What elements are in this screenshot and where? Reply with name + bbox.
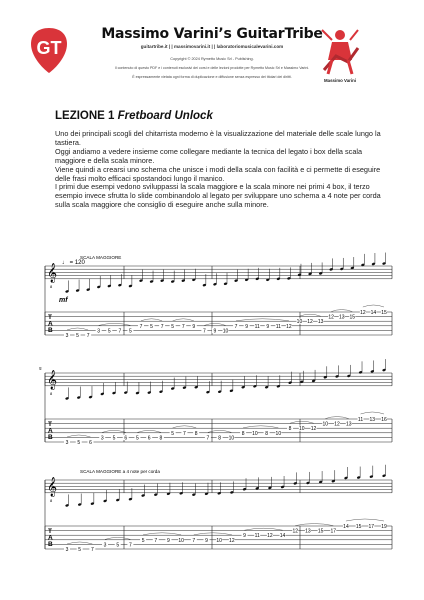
tab-fret-number: 13 bbox=[338, 314, 345, 321]
legato-slur bbox=[361, 412, 384, 414]
legato-slur bbox=[67, 435, 90, 437]
tab-fret-number: 7 bbox=[129, 542, 132, 549]
legato-slur bbox=[363, 305, 384, 307]
tab-clef-letter: B bbox=[48, 327, 53, 334]
tab-fret-number: 5 bbox=[171, 323, 175, 330]
tab-fret-number: 12 bbox=[360, 310, 366, 316]
tab-fret-number: 5 bbox=[136, 435, 139, 442]
legato-slur bbox=[208, 430, 231, 432]
lesson-paragraph: Oggi andiamo a vedere insieme come collegare mediante la tecnica del legato i box della scala maggiore e della scala minore. bbox=[55, 146, 363, 165]
tab-fret-number: 7 bbox=[192, 537, 196, 544]
tab-clef-letter: A bbox=[48, 427, 53, 435]
legato-slur bbox=[243, 426, 278, 428]
tab-fret-number: 7 bbox=[160, 323, 164, 330]
system-label: SCALA MAGGIORE bbox=[80, 255, 122, 260]
legal-notice-line1: Il contenuto di questo PDF e i contenuti esclusivi dei corsi e delle lezioni prodotte per Rymetto Music Srl e Massimo Varini. bbox=[114, 66, 310, 70]
tab-clef-letter: B bbox=[48, 541, 53, 548]
lesson-paragraph: Uno dei principali scogli del chitarrista moderno è la visualizzazione del materiale delle scale lungo la tastiera. bbox=[55, 129, 381, 147]
tab-fret-number: 13 bbox=[369, 417, 376, 423]
tab-fret-number: 11 bbox=[357, 417, 364, 423]
tab-fret-number: 5 bbox=[150, 323, 153, 330]
tab-fret-number: 15 bbox=[317, 528, 324, 535]
tab-fret-number: 3 bbox=[65, 547, 69, 553]
tab-fret-number: 6 bbox=[89, 440, 92, 446]
legato-slur bbox=[141, 319, 162, 321]
tab-clef-letter: A bbox=[48, 534, 53, 542]
tab-fret-number: 7 bbox=[202, 328, 206, 335]
tab-fret-number: 7 bbox=[234, 323, 238, 330]
legato-slur bbox=[299, 314, 320, 316]
legato-slur bbox=[346, 519, 384, 521]
tab-fret-number: 15 bbox=[381, 310, 387, 316]
tab-fret-number: 9 bbox=[167, 537, 170, 544]
treble-clef-icon: 𝄞 bbox=[47, 477, 58, 496]
tab-fret-number: 11 bbox=[275, 323, 281, 330]
tab-clef-letter: B bbox=[48, 434, 53, 441]
tab-fret-number: 12 bbox=[286, 323, 292, 330]
tab-fret-number: 3 bbox=[103, 542, 107, 549]
tab-clef-letter: T bbox=[48, 421, 52, 428]
tab-fret-number: 9 bbox=[192, 323, 196, 330]
tab-fret-number: 5 bbox=[112, 435, 116, 442]
tab-fret-number: 9 bbox=[266, 323, 270, 330]
tab-fret-number: 7 bbox=[181, 323, 185, 330]
tab-fret-number: 3 bbox=[100, 435, 104, 442]
tab-fret-number: 5 bbox=[171, 430, 175, 437]
legato-slur bbox=[99, 323, 131, 325]
treble-clef-icon: 𝄞 bbox=[47, 263, 58, 282]
legato-slur bbox=[295, 524, 333, 526]
tab-fret-number: 10 bbox=[296, 319, 303, 326]
legato-slur bbox=[290, 421, 313, 423]
tab-fret-number: 11 bbox=[254, 323, 260, 330]
system-label: SCALA MAGGIORE a 4 note per corda bbox=[80, 469, 160, 474]
tab-fret-number: 10 bbox=[178, 537, 184, 544]
legato-slur bbox=[245, 528, 283, 530]
legato-slur bbox=[105, 537, 130, 539]
tab-fret-number: 9 bbox=[213, 328, 217, 335]
tab-fret-number: 3 bbox=[65, 333, 69, 339]
tab-fret-number: 15 bbox=[349, 314, 356, 321]
lesson-paragraph: I primi due esempi vedono sviluppassi la scala maggiore e la scala minore nei primi 4 box, il terzo esempio invece sfrutta lo slide combinandolo al legato per sviluppare uno schema a 4 note per corda sulla scala maggiore che consiglio di eseguire anche sulla minore. bbox=[55, 182, 381, 210]
legato-slur bbox=[137, 430, 160, 432]
tab-fret-number: 10 bbox=[299, 426, 305, 433]
tab-fret-number: 10 bbox=[322, 421, 329, 428]
tab-fret-number: 8 bbox=[265, 430, 268, 437]
lesson-number: LEZIONE 1 bbox=[55, 110, 115, 122]
clef-octave-number: 8 bbox=[50, 284, 53, 289]
tab-fret-number: 5 bbox=[77, 440, 81, 446]
tab-fret-number: 3 bbox=[97, 328, 101, 335]
legato-slur bbox=[204, 323, 225, 325]
legal-notice-line2: È espressamente vietata ogni forma di duplicazione e diffusione senza espresso dei titolari dei diritti. bbox=[132, 75, 292, 79]
tab-fret-number: 12 bbox=[292, 528, 299, 535]
tab-fret-number: 14 bbox=[370, 310, 377, 316]
tab-fret-number: 19 bbox=[381, 524, 387, 530]
tab-fret-number: 7 bbox=[206, 435, 210, 442]
tab-fret-number: 8 bbox=[241, 430, 245, 437]
brand-links: guitartribe.it | | massimovarini.it | | laboratoriomusicalevarini.com bbox=[140, 44, 284, 49]
tab-fret-number: 13 bbox=[317, 319, 324, 326]
legato-slur bbox=[194, 533, 232, 535]
tab-fret-number: 9 bbox=[245, 323, 249, 330]
tab-fret-number: 14 bbox=[343, 524, 349, 530]
tab-fret-number: 15 bbox=[355, 524, 362, 530]
brand-title: Massimo Varini’s GuitarTribe bbox=[101, 26, 323, 42]
tab-fret-number: 16 bbox=[381, 417, 387, 423]
tab-fret-number: 7 bbox=[183, 430, 186, 437]
copyright-notice: Copyright © 2024 Rymetto Music Srl - Publishing. bbox=[170, 57, 254, 61]
avatar-label: Massimo Varini bbox=[324, 78, 356, 83]
tab-fret-number: 6 bbox=[147, 435, 151, 442]
tab-fret-number: 17 bbox=[368, 524, 375, 530]
legato-slur bbox=[325, 417, 348, 419]
tab-fret-number: 5 bbox=[116, 542, 120, 549]
lesson-subtitle: Fretboard Unlock bbox=[117, 110, 213, 122]
svg-text:GT: GT bbox=[36, 38, 62, 58]
lesson-paragraph: Viene quindi a crearsi uno schema che unisce i modi della scala con facilità e ci permette di eseguire delle frasi molto efficaci spostandoci lungo il manico. bbox=[55, 164, 381, 183]
legato-slur bbox=[173, 319, 194, 321]
clef-octave-number: 8 bbox=[50, 498, 53, 503]
tab-fret-number: 8 bbox=[218, 435, 222, 442]
tab-fret-number: 14 bbox=[279, 533, 286, 540]
legato-slur bbox=[102, 430, 125, 432]
tab-fret-number: 12 bbox=[229, 537, 235, 544]
tab-fret-number: 13 bbox=[345, 421, 352, 428]
legato-slur bbox=[67, 328, 88, 330]
tab-fret-number: 3 bbox=[65, 440, 69, 446]
tab-fret-number: 12 bbox=[328, 314, 334, 321]
clef-octave-number: 8 bbox=[50, 391, 53, 396]
tab-fret-number: 8 bbox=[159, 435, 163, 442]
legato-slur bbox=[67, 542, 92, 544]
tab-fret-number: 12 bbox=[334, 421, 340, 428]
tab-fret-number: 5 bbox=[76, 333, 79, 339]
tab-clef-letter: T bbox=[48, 528, 52, 535]
tab-clef-letter: T bbox=[48, 314, 52, 321]
tab-fret-number: 10 bbox=[252, 430, 258, 437]
tab-fret-number: 7 bbox=[118, 328, 122, 335]
tab-fret-number: 7 bbox=[154, 537, 158, 544]
tab-fret-number: 12 bbox=[307, 319, 313, 326]
tab-fret-number: 6 bbox=[124, 435, 128, 442]
tab-fret-number: 8 bbox=[194, 430, 198, 437]
tab-fret-number: 5 bbox=[78, 547, 82, 553]
tab-fret-number: 5 bbox=[129, 328, 132, 335]
tab-fret-number: 5 bbox=[141, 537, 145, 544]
tab-fret-number: 10 bbox=[216, 537, 222, 544]
tab-fret-number: 9 bbox=[205, 537, 208, 544]
tab-fret-number: 7 bbox=[86, 333, 90, 339]
tab-fret-number: 7 bbox=[139, 323, 143, 330]
tempo-marking: ♩ = 120 bbox=[62, 260, 85, 266]
tab-fret-number: 9 bbox=[243, 533, 246, 540]
tab-fret-number: 10 bbox=[228, 435, 235, 442]
tab-fret-number: 10 bbox=[222, 328, 229, 335]
treble-clef-icon: 𝄞 bbox=[47, 370, 58, 389]
legato-slur bbox=[331, 310, 352, 312]
tab-fret-number: 5 bbox=[107, 328, 111, 335]
tab-fret-number: 12 bbox=[267, 533, 273, 540]
tab-fret-number: 13 bbox=[305, 528, 311, 535]
legato-slur bbox=[173, 426, 196, 428]
tab-fret-number: 7 bbox=[90, 547, 94, 553]
tab-fret-number: 10 bbox=[275, 430, 282, 437]
dynamic-marking: mf bbox=[59, 297, 68, 304]
legato-slur bbox=[143, 533, 181, 535]
tab-fret-number: 8 bbox=[288, 426, 292, 433]
tab-clef-letter: A bbox=[48, 320, 53, 328]
measure-number: 5 bbox=[39, 366, 42, 371]
tab-fret-number: 11 bbox=[254, 533, 260, 540]
legato-slur bbox=[236, 319, 289, 321]
tab-fret-number: 17 bbox=[330, 528, 337, 535]
tab-fret-number: 12 bbox=[310, 426, 317, 433]
